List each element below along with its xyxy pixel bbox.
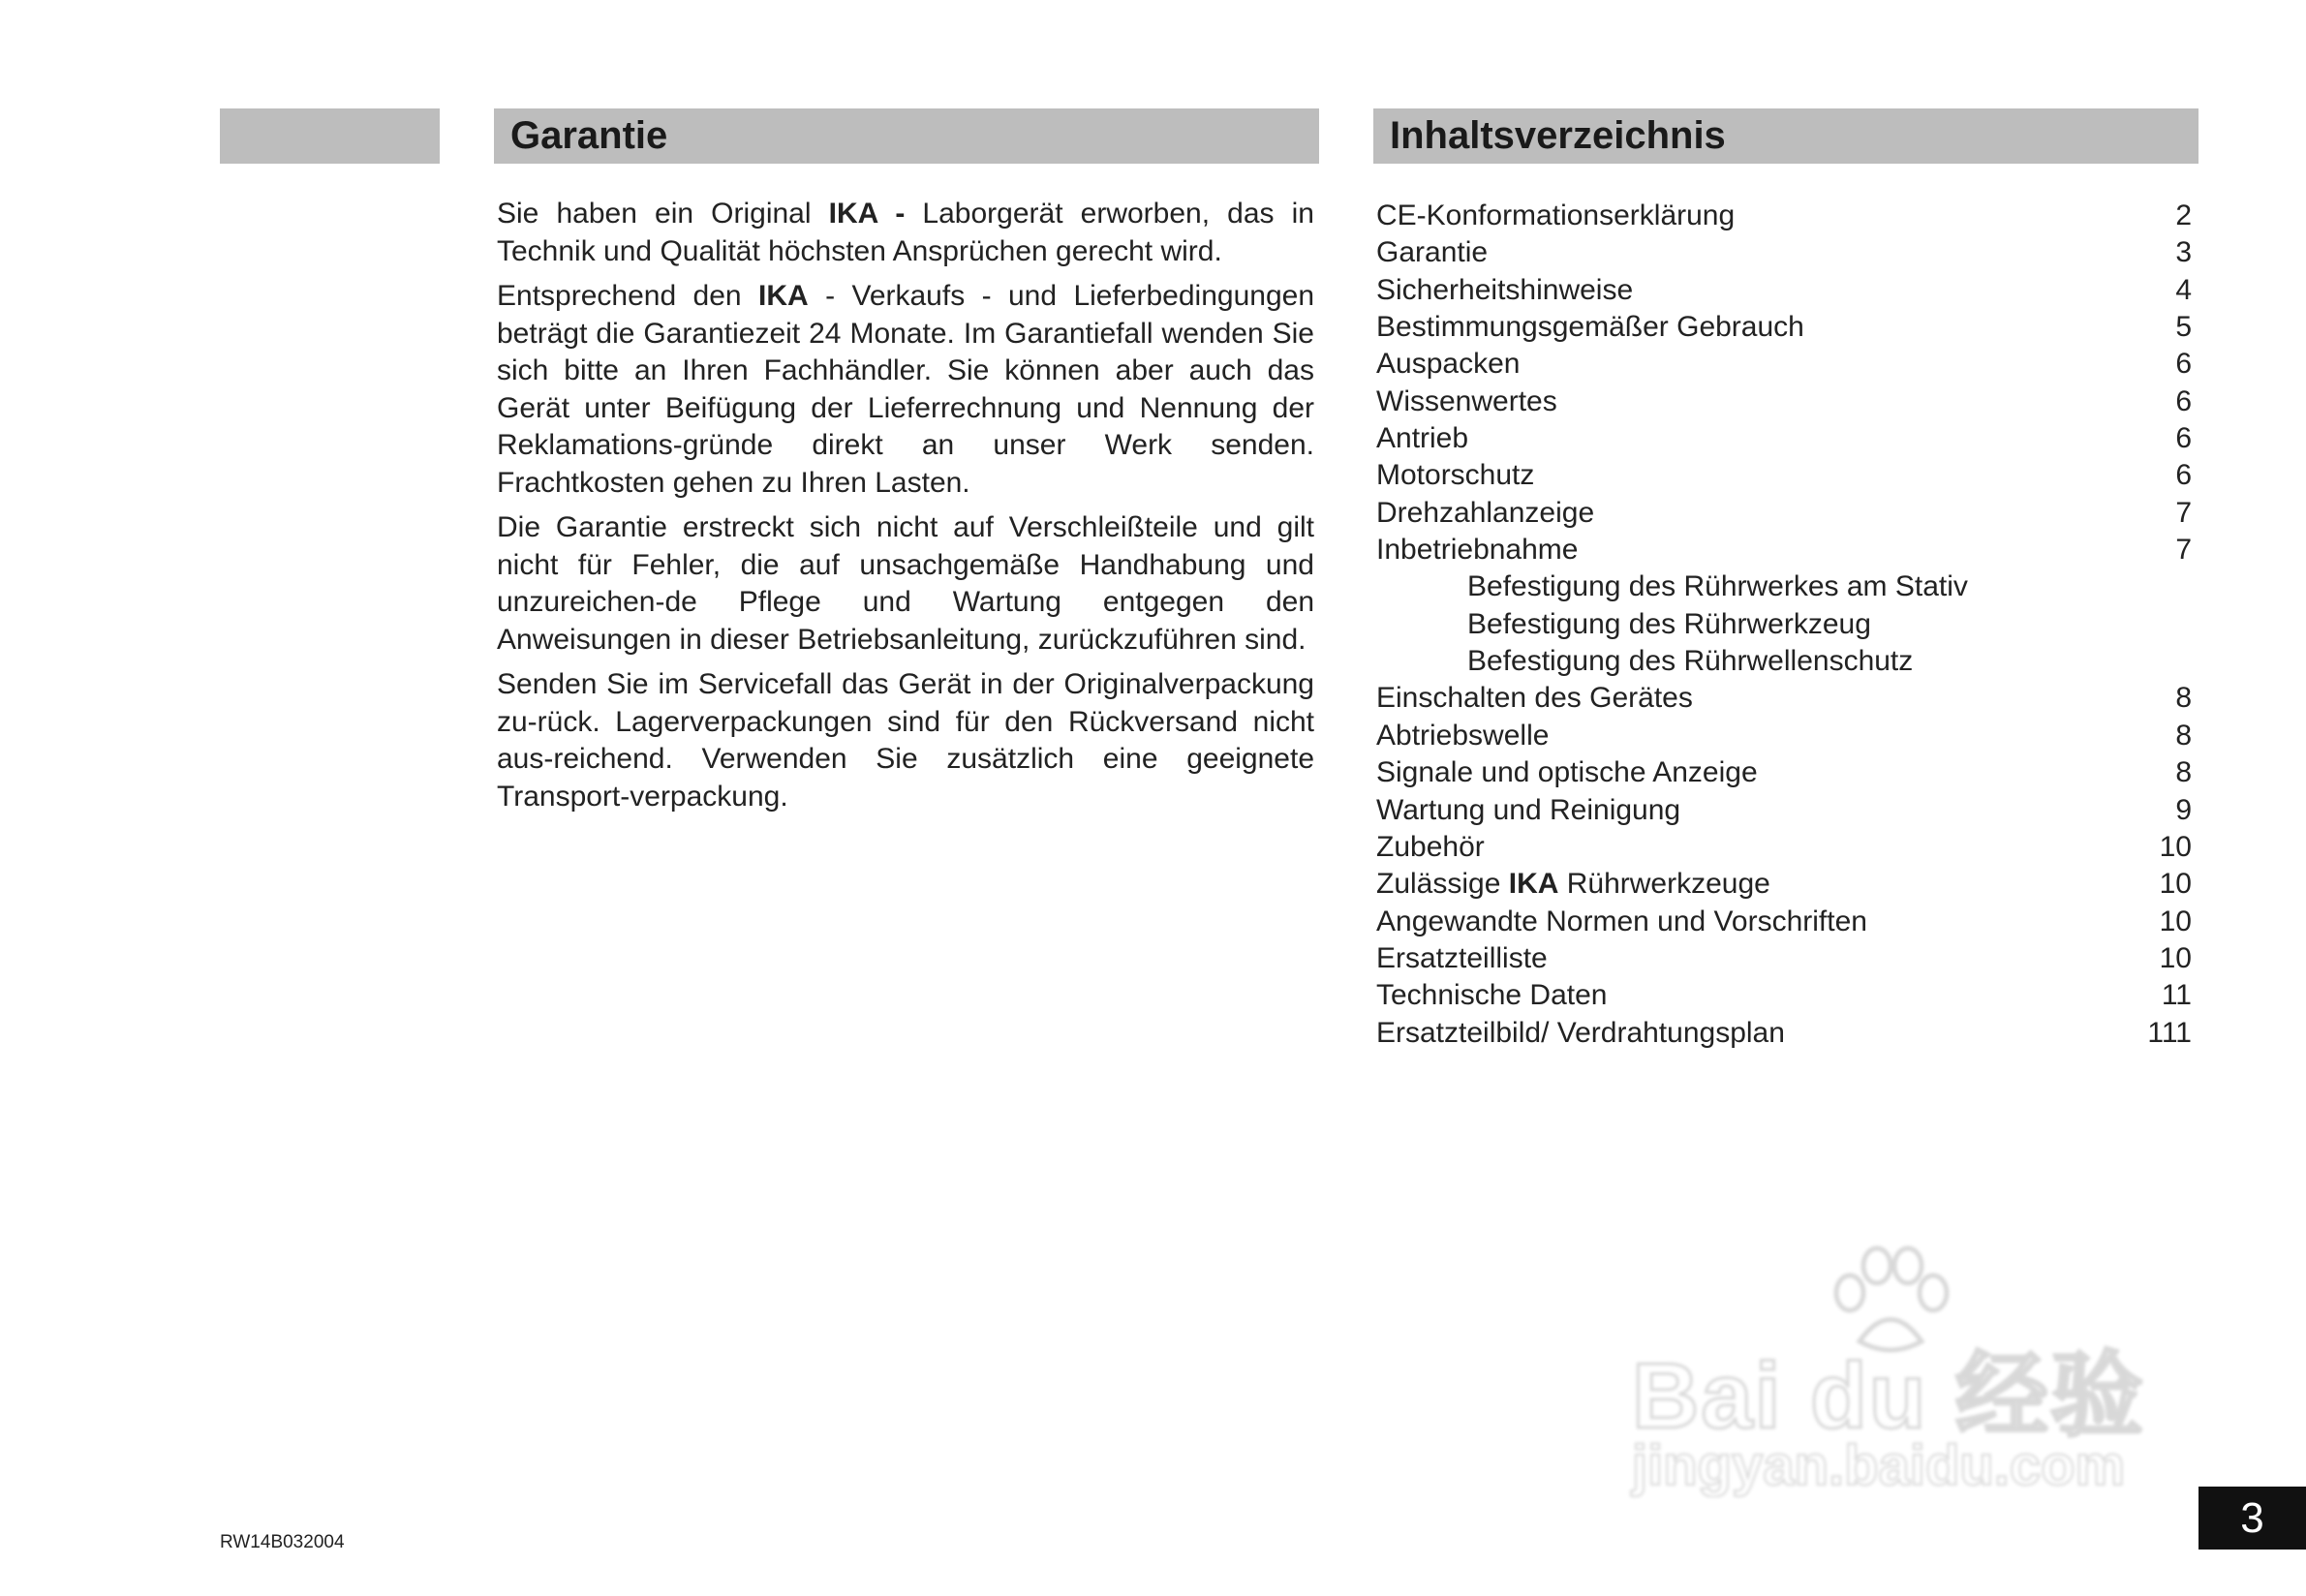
watermark-logo: Bai du 经验 <box>1632 1344 2146 1448</box>
brand-ika: IKA - <box>828 198 906 230</box>
baidu-watermark <box>1632 1244 2174 1516</box>
toc-entry: Wissenwertes 6 <box>1376 384 2192 417</box>
toc-entry: Angewandte Normen und Vorschriften 10 <box>1376 905 2192 937</box>
toc-entry: Zubehör 10 <box>1376 830 2192 863</box>
toc-header-bar <box>1373 108 2198 164</box>
toc-entry: Einschalten des Gerätes 8 <box>1376 682 2192 715</box>
garantie-header-bar <box>494 108 1319 164</box>
toc-entry: Inbetriebnahme 7 <box>1376 534 2192 567</box>
garantie-paragraph-1: Sie haben ein Original IKA - Laborgerät erworben, das in Technik und Qualität höchsten Ansprüchen gerecht wird. <box>497 198 1314 267</box>
garantie-paragraph-2: Entsprechend den IKA - Verkaufs - und Lieferbedingungen beträgt die Garantiezeit 24 Monate. Im Garantiefall wenden Sie sich bitte an Ihren Fachhändler. Sie können aber auch das Gerät unter Beifügung der Lieferrechnung und Nennung der Reklamations-gründe direkt an unser Werk senden. Frachtkosten gehen zu Ihren Lasten. <box>497 280 1315 499</box>
toc-entry: Ersatzteilbild/ Verdrahtungsplan 111 <box>1376 1016 2192 1049</box>
toc-entry: Signale und optische Anzeige 8 <box>1376 756 2192 789</box>
page-number-badge: 3 <box>2198 1487 2306 1550</box>
toc-subentry: Befestigung des Rührwerkes am Stativ <box>1467 570 1968 603</box>
toc-entry: Motorschutz 6 <box>1376 459 2192 492</box>
toc-entry: Auspacken 6 <box>1376 348 2192 381</box>
watermark-url: jingyan.baidu.com <box>1632 1434 2126 1497</box>
toc-heading: Inhaltsverzeichnis <box>1390 114 1726 157</box>
toc-subentry: Befestigung des Rührwellenschutz <box>1467 645 1914 678</box>
table-of-contents <box>1376 198 2192 1052</box>
toc-entry: Sicherheitshinweise 4 <box>1376 273 2192 306</box>
brand-ika: IKA <box>758 280 809 312</box>
toc-entry: Zulässige IKA Rührwerkzeuge 10 <box>1376 868 2192 901</box>
garantie-paragraph-3: Die Garantie erstreckt sich nicht auf Verschleißteile und gilt nicht für Fehler, die auf unsachgemäße Handhabung und unzureichen-de Pflege und Wartung entgegen den Anweisungen in dieser Betriebsanleitung, zurückzuführen sind. <box>497 511 1314 656</box>
toc-entry: Garantie 3 <box>1376 236 2192 269</box>
garantie-body <box>497 196 1314 823</box>
toc-entry: CE-Konformationserklärung 2 <box>1376 200 2192 231</box>
brand-ika: IKA <box>1508 868 1559 901</box>
garantie-paragraph-4: Senden Sie im Servicefall das Gerät in der Originalverpackung zu-rück. Lagerverpackungen sind für den Rückversand nicht aus-reichend. Verwenden Sie zusätzlich eine geeignete Transport-verpackung. <box>497 668 1314 813</box>
document-code: RW14B032004 <box>220 1532 345 1552</box>
toc-entry: Ersatzteilliste 10 <box>1376 941 2192 974</box>
toc-entry: Abtriebswelle 8 <box>1376 719 2192 752</box>
toc-entry: Bestimmungsgemäßer Gebrauch 5 <box>1376 311 2192 344</box>
toc-entry: Wartung und Reinigung 9 <box>1376 793 2192 826</box>
toc-entry: Drehzahlanzeige 7 <box>1376 496 2192 529</box>
toc-entry: Antrieb 6 <box>1376 422 2192 455</box>
toc-subentry: Befestigung des Rührwerkzeug <box>1467 607 1871 640</box>
left-margin-bar <box>220 108 440 164</box>
garantie-heading: Garantie <box>510 114 668 157</box>
toc-entry: Technische Daten 11 <box>1376 979 2192 1012</box>
